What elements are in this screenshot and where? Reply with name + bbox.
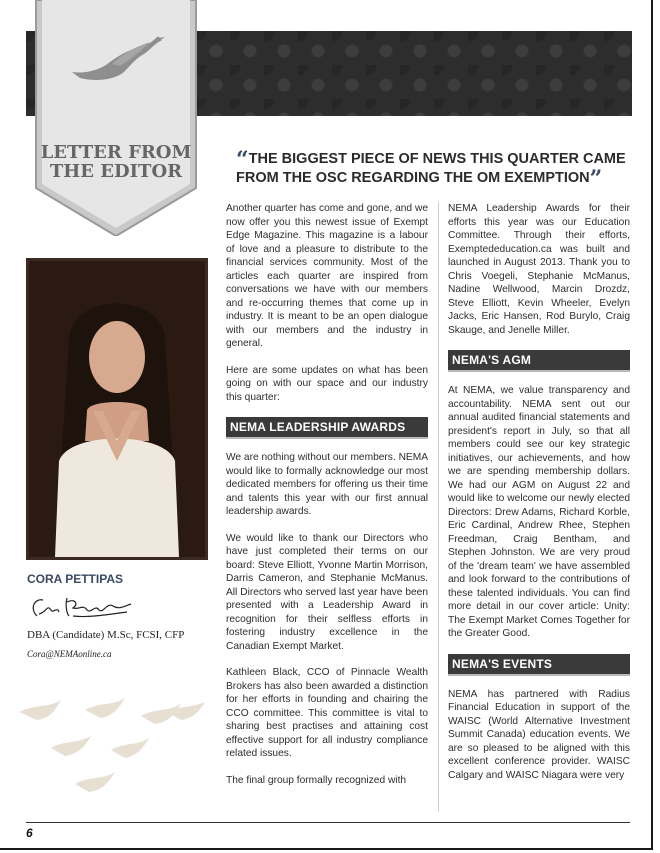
- left-column: [226, 202, 428, 800]
- author-email[interactable]: Cora@NEMAonline.ca: [27, 649, 112, 659]
- intro-paragraph-2: Here are some updates on what has been going on with our space and our industry this quarter:: [226, 364, 428, 403]
- awards-paragraph-4: The final group formally recognized with: [226, 774, 407, 786]
- awards-paragraph-3: Kathleen Black, CCO of Pinnacle Wealth Brokers has also been awarded a distinction for her efforts in founding and chairing the CCO committee. This committee is vital to sharing best practises and attaining cost effective support for all industry compliance related issues.: [226, 667, 428, 759]
- agm-heading: NEMA'S AGM: [448, 350, 630, 372]
- events-heading: NEMA'S EVENTS: [448, 654, 630, 676]
- close-quote-mark: ”: [589, 166, 603, 192]
- pull-quote-text: THE BIGGEST PIECE OF NEWS THIS QUARTER CAME FROM THE OSC REGARDING THE OM EXEMPTION: [236, 151, 626, 186]
- editor-heading: [34, 143, 198, 181]
- events-paragraph: NEMA has partnered with Radius Financial Education in support of the WAISC (World Alternative Investment Summit Canada) education events. We are so pleased to be aligned with this excellent conference provider. WAISC Calgary and WAISC Niagara were very: [448, 688, 630, 781]
- awards-continued-paragraph: NEMA Leadership Awards for their efforts this year was our Education Committee. Through their efforts, Exemptededucation.ca was built and launched in August 2013. Thank you to Chris Voegeli, Stephanie McManus, Nadine Wellwood, Marcin Drozdz, Steve Elliott, Kevin Wheeler, Evelyn Jacks, Eric Hansen, Rod Burylo, Craig Skauge, and Jenelle Miller.: [448, 203, 630, 336]
- open-quote-mark: “: [236, 147, 249, 173]
- editor-heading-line2: THE EDITOR: [49, 161, 183, 182]
- editor-heading-line1: LETTER FROM: [40, 142, 192, 163]
- flying-geese-icon: [15, 690, 210, 795]
- footer-rule: [26, 822, 630, 823]
- author-name: CORA PETTIPAS: [27, 572, 124, 586]
- leadership-awards-heading: NEMA LEADERSHIP AWARDS: [226, 417, 428, 439]
- editor-photo: [26, 258, 208, 560]
- author-credentials: DBA (Candidate) M.Sc, FCSI, CFP: [27, 629, 185, 641]
- agm-paragraph: At NEMA, we value transparency and accountability. NEMA sent out our annual audited financial statements and president's report in July, so that all members could see our key strategic initiatives, our achievements, and how we are spending membership dollars. We had our AGM on August 22 and would like to welcome our newly elected Directors: Drew Adams, Richard Korble, Eric Cardinal, Andrew Rhee, Stephen Freedman, Craig Bentham, and Stephen Johnston. We are very proud of the 'dream team' we have assembled and look forward to the contributions of these talented individuals. You can find more detail in our cover article: Unity: The Exempt Market Comes Together for the Greater Good.: [448, 385, 630, 639]
- intro-paragraph-1: Another quarter has come and gone, and we now offer you this newest issue of Exempt Edge Magazine. This magazine is a labour of love and a pleasure to distribute to the financial services community. Most of the articles each quarter are inspired from conversations we have with our members and re-occurring themes that come up in industry. It is meant to be an open dialogue with our members and the industry in general.: [226, 203, 428, 349]
- author-signature: [27, 592, 137, 624]
- awards-paragraph-2: We would like to thank our Directors who have just completed their terms on our board: Steve Elliott, Yvonne Martin Morrison, Darris Cameron, and Stephanie McManus. All Directors who served last year have been presented with a Leadership Award in recognition for their selfless efforts in fostering industry excellence in the Canadian Exempt Market.: [226, 532, 428, 652]
- page-number: 6: [26, 826, 33, 840]
- editor-shield: [34, 0, 198, 236]
- awards-paragraph-1: We are nothing without our members. NEMA would like to formally acknowledge our most dedicated members for offering us their time and talents this year with our first annual leadership awards.: [226, 452, 428, 517]
- pull-quote: [236, 147, 636, 192]
- column-divider: [438, 202, 439, 812]
- right-column: [448, 202, 630, 795]
